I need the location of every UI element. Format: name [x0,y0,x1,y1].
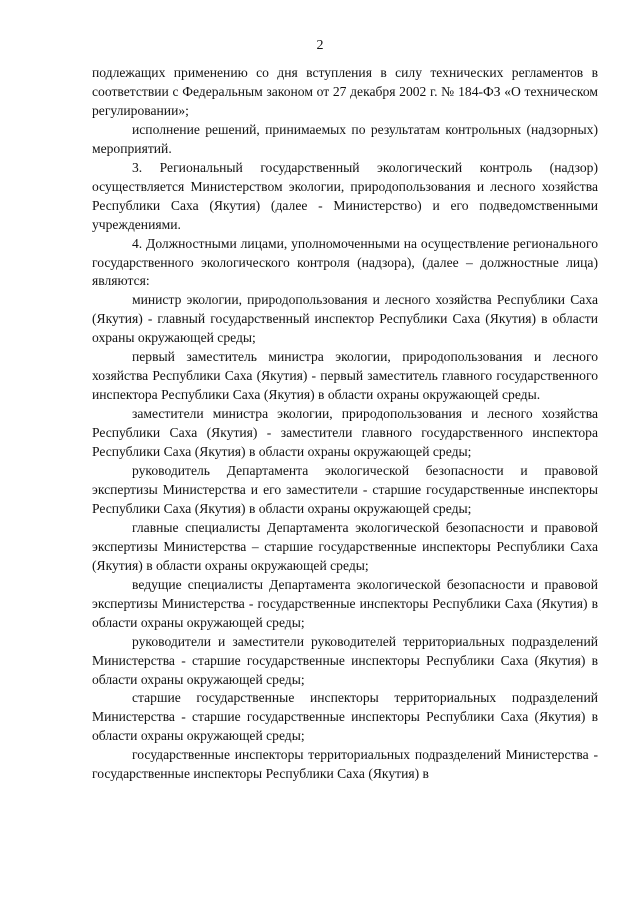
paragraph-list-item: ведущие специалисты Департамента экологической безопасности и правовой экспертизы Министерства - государственные инспекторы Республики Саха (Якутия) в области охраны окружающей среды; [92,576,598,630]
paragraph-list-item: старшие государственные инспекторы территориальных подразделений Министерства - старшие государственные инспекторы Республики Саха (Якутия) в области охраны окружающей среды; [92,690,598,744]
paragraph-list-item: заместители министра экологии, природопользования и лесного хозяйства Республики Саха (Якутия) - заместители главного государственного инспектора Республики Саха (Якутия) в области охраны окружающей среды; [92,406,598,460]
paragraph-list-item: министр экологии, природопользования и лесного хозяйства Республики Саха (Якутия) - главный государственный инспектор Республики Саха (Якутия) в области охраны окружающей среды; [92,292,598,346]
paragraph-clause-4: 4. Должностными лицами, уполномоченными на осуществление регионального государственного экологического контроля (надзора), (далее – должностные лица) являются: [92,235,598,289]
paragraph-list-item: руководители и заместители руководителей территориальных подразделений Министерства - старшие государственные инспекторы Республики Саха (Якутия) в области охраны окружающей среды; [92,633,598,687]
paragraph-list-item: государственные инспекторы территориальных подразделений Министерства - государственные инспекторы Республики Саха (Якутия) в [92,747,598,782]
paragraph-clause-3: 3. Региональный государственный экологический контроль (надзор) осуществляется Министерством экологии, природопользования и лесного хозяйства Республики Саха (Якутия) (далее - Министерство) и его подведомственными учреждениями. [92,159,598,232]
page-number: 2 [316,38,324,53]
paragraph-list-item: главные специалисты Департамента экологической безопасности и правовой экспертизы Министерства – старшие государственные инспекторы Республики Саха (Якутия) в области охраны окружающей среды; [92,519,598,573]
paragraph-list-item: исполнение решений, принимаемых по результатам контрольных (надзорных) мероприятий. [92,121,598,156]
document-body [92,64,598,784]
paragraph-continuation: подлежащих применению со дня вступления в силу технических регламентов в соответствии с Федеральным законом от 27 декабря 2002 г. № 184-ФЗ «О техническом регулировании»; [92,65,598,118]
paragraph-list-item: первый заместитель министра экологии, природопользования и лесного хозяйства Республики Саха (Якутия) - первый заместитель главного государственного инспектора Республики Саха (Якутия) в области охраны окружающей среды. [92,349,598,403]
paragraph-list-item: руководитель Департамента экологической безопасности и правовой экспертизы Министерства и его заместители - старшие государственные инспекторы Республики Саха (Якутия) в области охраны окружающей среды; [92,463,598,516]
